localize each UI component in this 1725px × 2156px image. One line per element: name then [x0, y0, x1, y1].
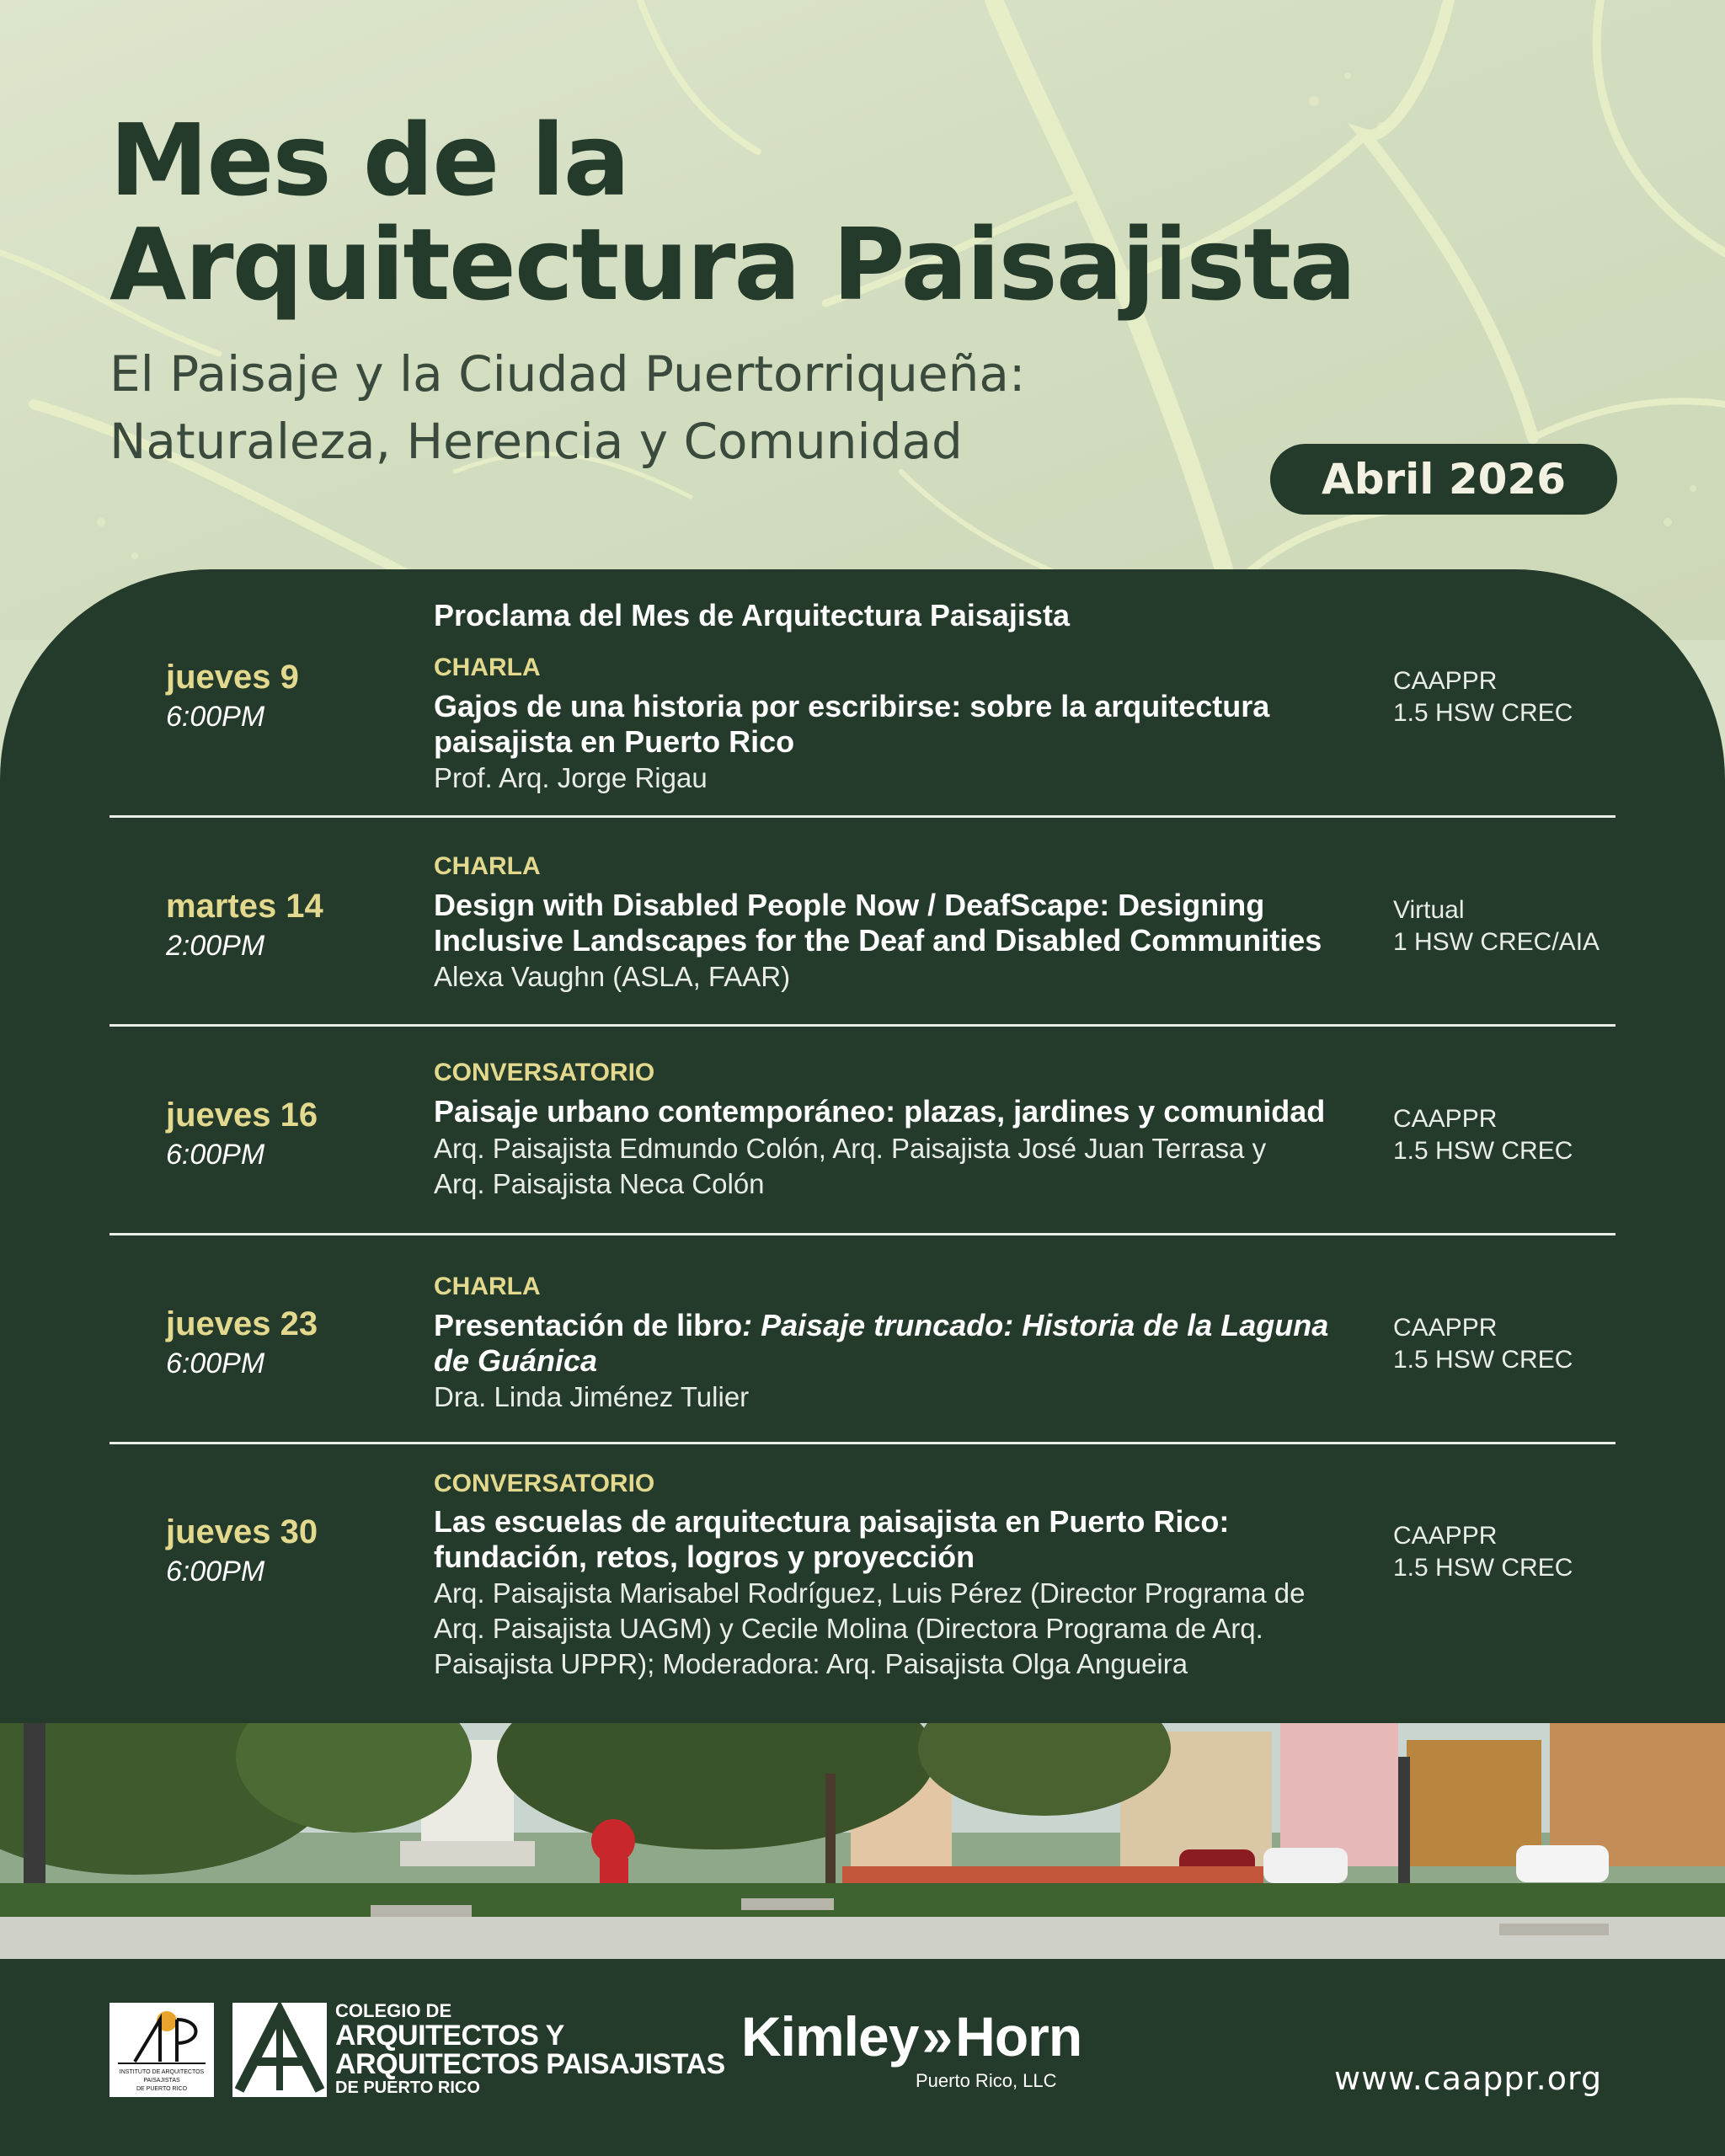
proclama-heading: Proclama del Mes de Arquitectura Paisajista [434, 598, 1070, 632]
caappr-line-4: DE PUERTO RICO [335, 2079, 480, 2097]
caappr-line-1: COLEGIO DE [335, 2000, 452, 2021]
caappr-line-3: ARQUITECTOS PAISAJISTAS [335, 2048, 725, 2080]
event-type: CHARLA [434, 852, 541, 880]
credit-hours: 1.5 HSW CREC [1393, 1346, 1573, 1374]
iap-logo-mark [109, 2003, 214, 2097]
plaza-photo [0, 1723, 1725, 1959]
subtitle-line-2: Naturaleza, Herencia y Comunidad [109, 413, 963, 470]
svg-text:DE PUERTO RICO: DE PUERTO RICO [136, 2086, 188, 2092]
event-time: 6:00PM [166, 1139, 265, 1171]
event-speakers: Alexa Vaughn (ASLA, FAAR) [434, 961, 791, 992]
event-speakers: Dra. Linda Jiménez Tulier [434, 1381, 750, 1412]
event-time: 6:00PM [166, 701, 265, 733]
event-type: CONVERSATORIO [434, 1470, 655, 1497]
credit-hours: 1.5 HSW CREC [1393, 1554, 1573, 1582]
plaza-illustration [0, 1723, 1725, 1959]
event-day: martes 14 [166, 888, 323, 925]
event-title: Las escuelas de arquitectura paisajista en Puerto Rico: fundación, retos, logros y proyección [434, 1504, 1230, 1574]
event-day: jueves 23 [166, 1305, 318, 1342]
title-line-1: Mes de la [109, 102, 629, 218]
event-divider [109, 1442, 1616, 1444]
event-title: Paisaje urbano contemporáneo: plazas, jardines y comunidad [434, 1094, 1326, 1129]
credit-hours: 1.5 HSW CREC [1393, 1137, 1573, 1165]
event-title [434, 1308, 1360, 1379]
website-link[interactable]: www.caappr.org [1334, 2060, 1603, 2097]
credit-provider: CAAPPR [1393, 1105, 1498, 1133]
horn-word: Horn [955, 2005, 1082, 2068]
event-speakers: Arq. Paisajista Edmundo Colón, Arq. Paisajista José Juan Terrasa y Arq. Paisajista Neca Colón [434, 1133, 1267, 1199]
event-divider [109, 1233, 1616, 1235]
event-speakers: Prof. Arq. Jorge Rigau [434, 762, 708, 793]
kimley-horn-subtitle: Puerto Rico, LLC [916, 2070, 1057, 2091]
event-credit [1393, 1103, 1573, 1167]
event-day: jueves 16 [166, 1097, 318, 1134]
event-divider [109, 815, 1616, 818]
event-time: 6:00PM [166, 1348, 265, 1380]
event-day: jueves 30 [166, 1513, 318, 1550]
date-badge: Abril 2026 [1270, 444, 1617, 515]
credit-provider: CAAPPR [1393, 667, 1498, 695]
event-title: Gajos de una historia por escribirse: sobre la arquitectura paisajista en Puerto Rico [434, 689, 1270, 759]
event-speakers: Arq. Paisajista Marisabel Rodríguez, Luis Pérez (Director Programa de Arq. Paisajista UAGM) y Cecile Molina (Directora Programa de Arq. Paisajista UPPR); Moderadora: Arq. Paisajista Olga Angueira [434, 1577, 1306, 1679]
event-title-book: : Paisaje truncado: Historia de la Laguna de Guánica [434, 1308, 1329, 1378]
kimley-horn-logo [741, 2004, 1081, 2068]
event-divider [109, 1024, 1616, 1027]
svg-text:INSTITUTO DE ARQUITECTOS: INSTITUTO DE ARQUITECTOS [119, 2069, 205, 2075]
credit-provider: Virtual [1393, 896, 1465, 924]
event-title-prefix: Presentación de libro [434, 1308, 743, 1342]
kimley-word: Kimley [741, 2005, 919, 2068]
credit-hours: 1.5 HSW CREC [1393, 699, 1573, 727]
subtitle-line-1: El Paisaje y la Ciudad Puertorriqueña: [109, 345, 1026, 403]
event-type: CHARLA [434, 1273, 541, 1300]
event-credit [1393, 665, 1573, 729]
event-credit [1393, 1520, 1573, 1584]
event-credit [1393, 894, 1599, 958]
caappr-logo-mark [232, 2003, 327, 2097]
svg-text:PAISAJISTAS: PAISAJISTAS [143, 2078, 180, 2084]
title-line-2: Arquitectura Paisajista [109, 206, 1355, 323]
event-day: jueves 9 [166, 659, 299, 696]
subtitle [109, 340, 1025, 475]
iap-logo [109, 2003, 214, 2097]
event-type: CONVERSATORIO [434, 1059, 655, 1086]
event-title: Design with Disabled People Now / DeafScape: Designing Inclusive Landscapes for the Deaf and Disabled Communities [434, 888, 1322, 958]
caappr-line-2: ARQUITECTOS Y [335, 2020, 564, 2052]
event-time: 2:00PM [166, 930, 265, 962]
event-type: CHARLA [434, 654, 541, 681]
credit-hours: 1 HSW CREC/AIA [1393, 928, 1600, 956]
event-time: 6:00PM [166, 1556, 265, 1588]
event-credit [1393, 1312, 1573, 1376]
double-chevron-icon: » [921, 2005, 953, 2068]
page-title [109, 102, 1355, 323]
credit-provider: CAAPPR [1393, 1522, 1498, 1550]
credit-provider: CAAPPR [1393, 1314, 1498, 1342]
caappr-logo-text [335, 2001, 725, 2097]
